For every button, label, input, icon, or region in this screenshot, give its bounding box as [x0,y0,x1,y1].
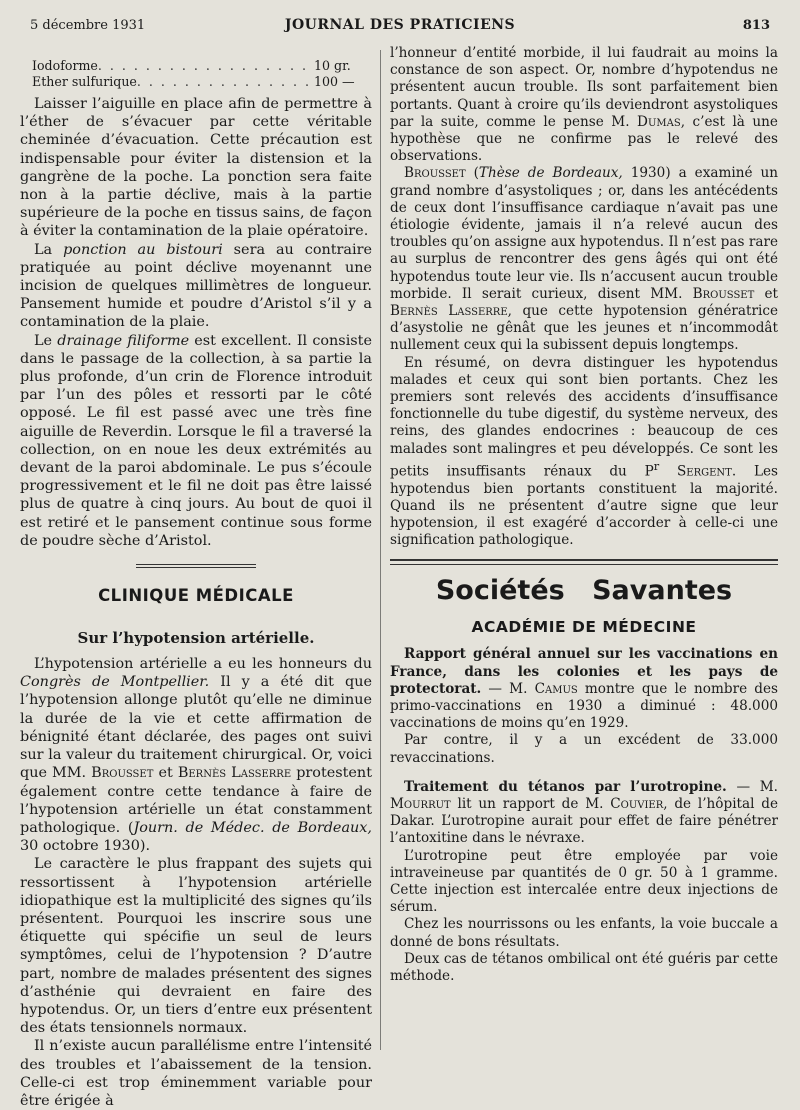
page-header [30,16,770,38]
paragraph [20,241,372,332]
formula-quantity: 100 — [314,73,355,89]
text-run: , de l’hôpital de Dakar. L’urotropine aurait pour effet de faire pénétrer l’antoxitine dans le névraxe. [390,796,778,847]
journal-title: JOURNAL DES PRATICIENS [284,17,516,33]
text-run: et [754,285,778,302]
paragraph [20,332,372,550]
italic-term: Thèse de Bordeaux, [478,165,623,182]
text-run: — M. [726,778,778,795]
right-column [390,45,778,985]
formula-quantity: 10 gr. [314,58,351,73]
subsection-heading: ACADÉMIE DE MÉDECINE [471,618,697,637]
text-run: l’honneur d’entité morbide, il lui faudrait au moins la constance de son aspect. Or, nombre d’hypotendus ne présentent aucun trouble. Ils sont parfaitement bien portants. Quant à croire qu’ils deviendront asystoliques par la suite, comme le pense M. [390,45,778,130]
page-number: 813 [742,18,770,33]
text-run: — M. [481,680,535,697]
section-title: CLINIQUE MÉDICALE [98,586,294,606]
italic-term: drainage filiforme [57,332,190,349]
header-date: 5 décembre 1931 [30,18,146,33]
leader-dots [98,58,314,74]
paragraph: Deux cas de tétanos ombilical ont été guéris par cette méthode. [390,950,778,985]
italic-term: Congrès de Montpellier. [20,674,210,691]
author-name: Bernès Lasserre [177,765,292,782]
paragraph [390,45,778,165]
author-name: Camus [534,680,578,697]
text-run: La [34,241,64,258]
formula-ingredient: Ether sulfurique [32,73,137,89]
leader-dots [137,74,314,90]
paragraph: Il n’existe aucun parallélisme entre l’intensité des troubles et l’abaissement de la tension. Celle-ci est trop éminemment variable pour être érigée à [20,1038,372,1109]
author-name: Sergent [659,463,732,480]
formula-row [32,74,362,90]
left-column [20,58,372,1110]
author-name: Brousset [91,765,154,782]
paragraph: Chez les nourrissons ou les enfants, la voie buccale a donné de bons résultats. [390,916,778,950]
formula-row [32,58,362,74]
section-heading: Sociétés Savantes [435,575,733,607]
paragraph: Par contre, il y a un excédent de 33.000 revaccinations. [390,732,778,766]
text-run: est excellent. Il consiste dans le passage de la collection, à sa partie la plus profonde, d’un crin de Florence introduit par l’un des pôles et ressorti par le côté opposé. Le fil est passé avec une très fine aiguille de Reverdin. Lorsque le fil a traversé la collection, on en noue les deux extrémités au devant de la paroi abdominale. Le pus s’écoule progressivement et le fil ne doit pas être laissé plus de quatre à cinq jours. Au bout de quoi il est retiré et le pansement continue sous forme de poudre sèche d’Aristol. [20,332,372,549]
text-run: lit un rapport de M. [450,796,611,813]
paragraph: Le caractère le plus frappant des sujets qui ressortissent à l’hypotension artérielle idiopathique est la multiplicité des signes qu’ils présentent. Pourquoi les inscrire sous une étiquette qui spécifie un seul de leurs symptômes, celui de l’hypotension ? D’autre part, nombre de malades présentent des signes d’asthénie qui devraient en faire des hypotendus. Or, un tiers d’entre eux présentent des états tensionnels normaux. [20,856,372,1037]
text-run: ( [465,165,479,182]
author-name: Dumas [637,113,681,130]
formula-table [32,58,362,89]
formula-ingredient: Iodoforme [32,58,98,73]
paragraph [20,655,372,855]
text-run: . Les hypotendus bien portants constituent la majorité. Quand ils ne présentent d’autre signe que leur hypotension, il est exagéré d’accorder à celle-ci une signification pathologique. [390,463,778,549]
author-name: Brousset [692,285,755,302]
author-name: Brousset [404,165,466,182]
italic-term: ponction au bistouri [63,241,223,258]
paragraph [390,779,778,848]
report-title: Rapport général annuel sur les vaccinations en France, dans les colonies et les pays de protectorat. [390,646,778,697]
paragraph: L’urotropine peut être employée par voie intraveineuse par quantités de 0 gr. 50 à 1 gramme. Cette injection est intercalée entre deux injections de sérum. [390,847,778,916]
paragraph [390,355,778,550]
author-name: Bernès Lasserre [390,303,508,320]
text-run: sera au contraire pratiquée au point déclive moyenannt une incision de quelques millimètres de longueur. Pansement humide et poudre d’Aristol s’il y a contamination de la plaie. [20,241,372,331]
article-title: Sur l’hypotension artérielle. [77,629,315,648]
text-run: , que cette hypotension génératrice d’asystolie ne gênât que les jeunes et n’incommodât nullement ceux qui la subissent depuis longtemps. [390,303,778,354]
report-title: Traitement du tétanos par l’urotropine. [404,778,727,795]
paragraph: Laisser l’aiguille en place afin de permettre à l’éther de s’évacuer par cette véritable cheminée d’évacuation. Cette précaution est indispensable pour éviter la distension et la gangrène de la poche. La ponction sera faite non à la partie déclive, mais à la partie supérieure de la poche en tissus sains, de façon à éviter la contamination de la plaie opératoire. [20,96,372,240]
text-run: Le [34,332,58,349]
paragraph [390,165,778,354]
text-run: Il y a été dit que l’hypotension allonge plutôt qu’elle ne diminue la durée de la vie et cette affirmation de bénignité étant déclarée, des pages ont suivi sur la valeur du traitement chirurgical. Or, voici que MM. [20,674,373,782]
text-run: L’hypotension artérielle a eu les honneurs du [34,656,372,673]
column-divider [380,50,381,1050]
section-separator [136,564,256,568]
paragraph [390,646,778,732]
italic-term: Journ. de Médec. de Bordeaux, [133,819,372,836]
text-run: 1930) a examiné un grand nombre d’asystoliques ; or, dans les antécédents de ceux dont l’insuffisance cardiaque n’avait pas une étiologie évidente, jamais il n’a relevé aucun des troubles qu’on assigne aux hypotendus. Il n’est pas rare au surplus de rencontrer des gens âgés qui ont été hypotendus toute leur vie. Ils n’accusent aucun trouble morbide. Il serait curieux, disent MM. [390,165,779,302]
spacer [390,767,778,779]
text-run: , c’est là une hypothèse que ne confirme pas le relevé des observations. [390,113,778,165]
superscript: r [653,458,660,473]
text-run: et [153,765,178,782]
text-run: montre que le nombre des primo-vaccinations en 1930 a diminué : 48.000 vaccinations de moins qu’en 1929. [390,680,778,732]
author-name: Mourrut [390,796,451,813]
text-run: protestent également contre cette tendance à faire de l’hypotension artérielle un état constamment pathologique. ( [20,765,372,836]
author-name: Couvier [610,796,664,813]
section-separator [390,559,778,565]
text-run: En résumé, on devra distinguer les hypotendus malades et ceux qui sont bien portants. Chez les premiers sont relevés des accidents d’insuffisance fonctionnelle du tube digestif, du système nerveux, des reins, des glandes endocrines : beaucoup de ces malades sont malingres et peu développés. Ce sont les petits insuffisants rénaux du P [390,354,778,480]
text-run: 30 octobre 1930). [20,838,151,855]
